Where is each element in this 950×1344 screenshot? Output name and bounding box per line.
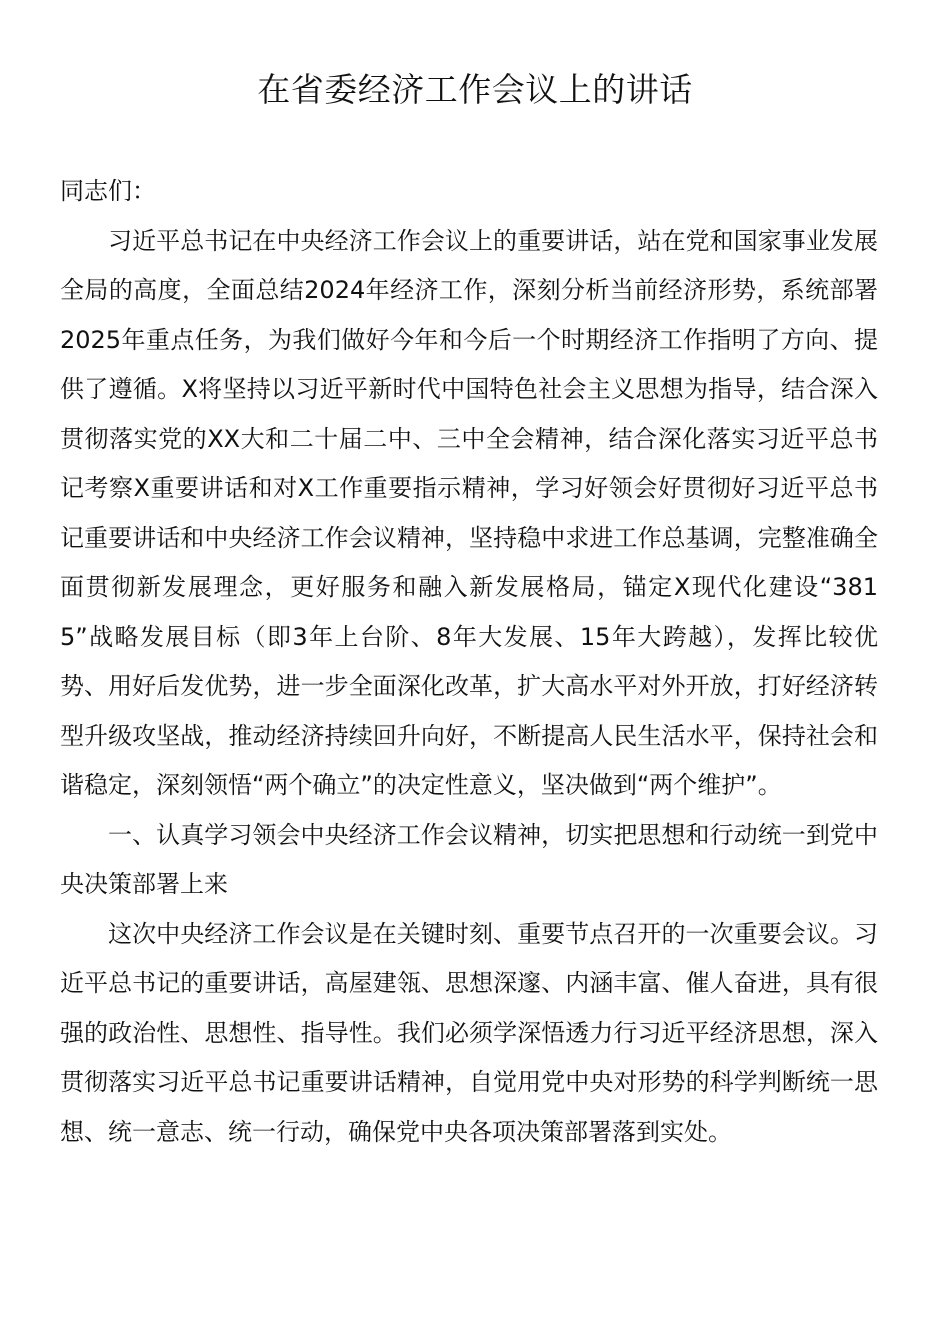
section-heading: 一、认真学习领会中央经济工作会议精神，切实把思想和行动统一到党中央决策部署上来	[60, 820, 878, 898]
document-body	[60, 167, 878, 1157]
document-title: 在省委经济工作会议上的讲话	[257, 70, 693, 109]
intro-paragraph: 习近平总书记在中央经济工作会议上的重要讲话，站在党和国家事业发展全局的高度，全面总结2024年经济工作，深刻分析当前经济形势，系统部署2025年重点任务，为我们做好今年和今后一个时期经济工作指明了方向、提供了遵循。X将坚持以习近平新时代中国特色社会主义思想为指导，结合深入贯彻落实党的XX大和二十届二中、三中全会精神，结合深化落实习近平总书记考察X重要讲话和对X工作重要指示精神，学习好领会好贯彻好习近平总书记重要讲话和中央经济工作会议精神，坚持稳中求进工作总基调，完整准确全面贯彻新发展理念，更好服务和融入新发展格局，锚定X现代化建设“3815”战略发展目标（即3年上台阶、8年大发展、15年大跨越），发挥比较优势、用好后发优势，进一步全面深化改革，扩大高水平对外开放，打好经济转型升级攻坚战，推动经济持续回升向好，不断提高人民生活水平，保持社会和谐稳定，深刻领悟“两个确立”的决定性意义，坚决做到“两个维护”。	[60, 226, 878, 799]
section-paragraph: 这次中央经济工作会议是在关键时刻、重要节点召开的一次重要会议。习近平总书记的重要讲话，高屋建瓴、思想深邃、内涵丰富、催人奋进，具有很强的政治性、思想性、指导性。我们必须学深悟透力行习近平经济思想，深入贯彻落实习近平总书记重要讲话精神，自觉用党中央对形势的科学判断统一思想、统一意志、统一行动，确保党中央各项决策部署落到实处。	[60, 919, 878, 1146]
salutation: 同志们：	[60, 177, 156, 205]
